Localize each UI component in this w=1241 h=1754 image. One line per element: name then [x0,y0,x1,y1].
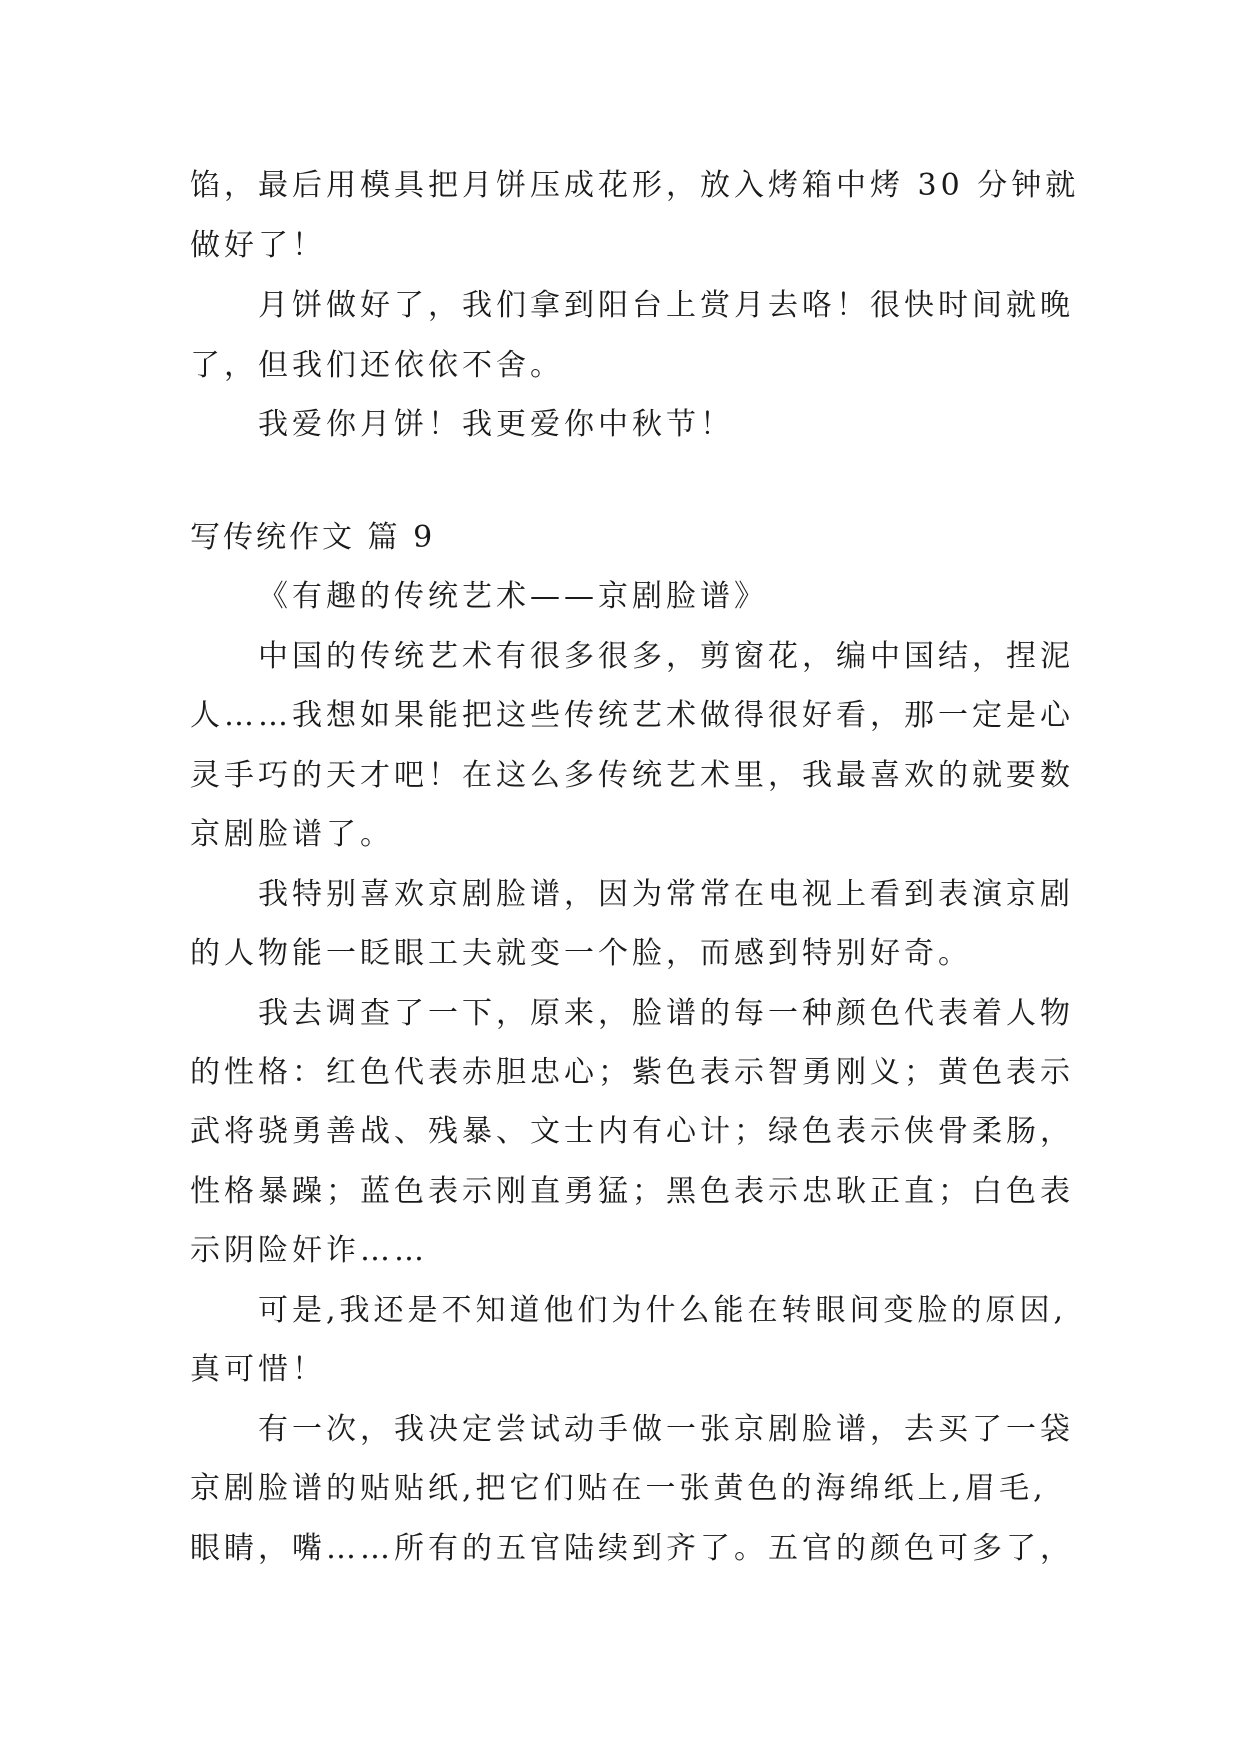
paragraph-start: 我特别喜欢京剧脸谱，因为常常在电视上看到表演京剧 [258,877,1074,912]
paragraph-start: 月饼做好了，我们拿到阳台上赏月去咯！很快时间就晚 [258,288,1074,323]
paragraph-start: 有一次，我决定尝试动手做一张京剧脸谱，去买了一袋 [258,1412,1074,1447]
text-line: 真可惜！ [190,1352,326,1387]
text-line: 馅，最后用模具把月饼压成花形，放入烤箱中烤 30 分钟就 [190,168,1080,203]
text-line: 京剧脸谱的贴贴纸,把它们贴在一张黄色的海绵纸上,眉毛, [190,1471,1047,1506]
text-line: 性格暴躁；蓝色表示刚直勇猛；黑色表示忠耿正直；白色表 [190,1174,1074,1209]
text-line: 了，但我们还依依不舍。 [190,348,564,383]
section-heading: 写传统作文 篇 9 [190,520,436,555]
article-title: 《有趣的传统艺术——京剧脸谱》 [258,579,768,614]
text-line: 做好了！ [190,228,326,263]
text-line: 灵手巧的天才吧！在这么多传统艺术里，我最喜欢的就要数 [190,758,1074,793]
text-line: 人……我想如果能把这些传统艺术做得很好看，那一定是心 [190,698,1074,733]
paragraph-start: 我爱你月饼！我更爱你中秋节！ [258,407,734,442]
paragraph-start: 我去调查了一下，原来，脸谱的每一种颜色代表着人物 [258,996,1074,1031]
text-line: 京剧脸谱了。 [190,817,394,852]
text-line: 示阴险奸诈…… [190,1233,428,1268]
paragraph-start: 中国的传统艺术有很多很多，剪窗花，编中国结，捏泥 [258,639,1074,674]
text-line: 的性格：红色代表赤胆忠心；紫色表示智勇刚义；黄色表示 [190,1055,1074,1090]
paragraph-start: 可是,我还是不知道他们为什么能在转眼间变脸的原因, [258,1293,1068,1328]
text-line: 的人物能一眨眼工夫就变一个脸，而感到特别好奇。 [190,936,972,971]
text-line: 眼睛，嘴……所有的五官陆续到齐了。五官的颜色可多了， [190,1531,1074,1566]
text-line: 武将骁勇善战、残暴、文士内有心计；绿色表示侠骨柔肠， [190,1114,1074,1149]
